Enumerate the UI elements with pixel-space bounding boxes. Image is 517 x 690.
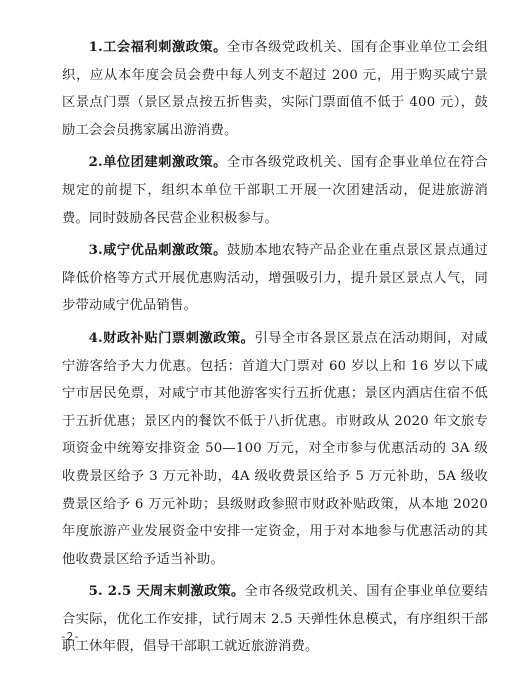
policy-body-2: 全市各级党政机关、国有企事业单位在符合规定的前提下，组织本单位干部职工开展一次团建活动，促进旅游消费。同时鼓励各民营企业积极参与。 bbox=[62, 155, 488, 226]
policy-title-4: 4.财政补贴门票刺激政策。 bbox=[88, 330, 255, 346]
page-number: -2- bbox=[60, 630, 80, 643]
policy-paragraph-3 bbox=[62, 237, 488, 320]
policy-paragraph-1 bbox=[62, 34, 488, 144]
document-page bbox=[62, 34, 488, 666]
policy-title-3: 3.咸宁优品刺激政策。 bbox=[88, 243, 227, 259]
policy-paragraph-5 bbox=[62, 578, 488, 661]
policy-body-5: 全市各级党政机关、国有企事业单位要结合实际，优化工作安排，试行周末 2.5 天弹性休息模式，有序组织干部职工休年假，倡导干部职工就近旅游消费。 bbox=[62, 584, 488, 655]
policy-body-1: 全市各级党政机关、国有企事业单位工会组织，应从本年度会员会费中每人列支不超过 200 元，用于购买咸宁景区景点门票（景区景点按五折售卖，实际门票面值不低于 400 元），鼓励工会会员携家属出游消费。 bbox=[62, 40, 488, 138]
policy-paragraph-4 bbox=[62, 325, 488, 573]
policy-title-1: 1.工会福利刺激政策。 bbox=[88, 40, 227, 55]
policy-paragraph-2 bbox=[62, 149, 488, 232]
policy-body-4: 引导全市各景区景点在活动期间，对咸宁游客给予大力优惠。包括：首道大门票对 60 岁以上和 16 岁以下咸宁市居民免票，对咸宁市其他游客实行五折优惠；景区内酒店住宿不低于五折优惠；景区内的餐饮不低于八折优惠。市财政从 2020 年文旅专项资金中统筹安排资金 50—100 万元，对全市参与优惠活动的 3A 级收费景区给予 3 万元补助，4A 级收费景区给予 5 万元补助，5A 级收费景区给予 6 万元补助；县级财政参照市财政补贴政策，从本地 2020 年度旅游产业发展资金中安排一定资金，用于对本地参与优惠活动的其他收费景区给予适当补助。 bbox=[62, 330, 488, 567]
policy-body-3: 鼓励本地农特产品企业在重点景区景点通过降低价格等方式开展优惠购活动，增强吸引力，提升景区景点人气，同步带动咸宁优品销售。 bbox=[62, 243, 488, 314]
policy-title-5: 5. 2.5 天周末刺激政策。 bbox=[88, 584, 245, 600]
policy-title-2: 2.单位团建刺激政策。 bbox=[88, 155, 227, 171]
